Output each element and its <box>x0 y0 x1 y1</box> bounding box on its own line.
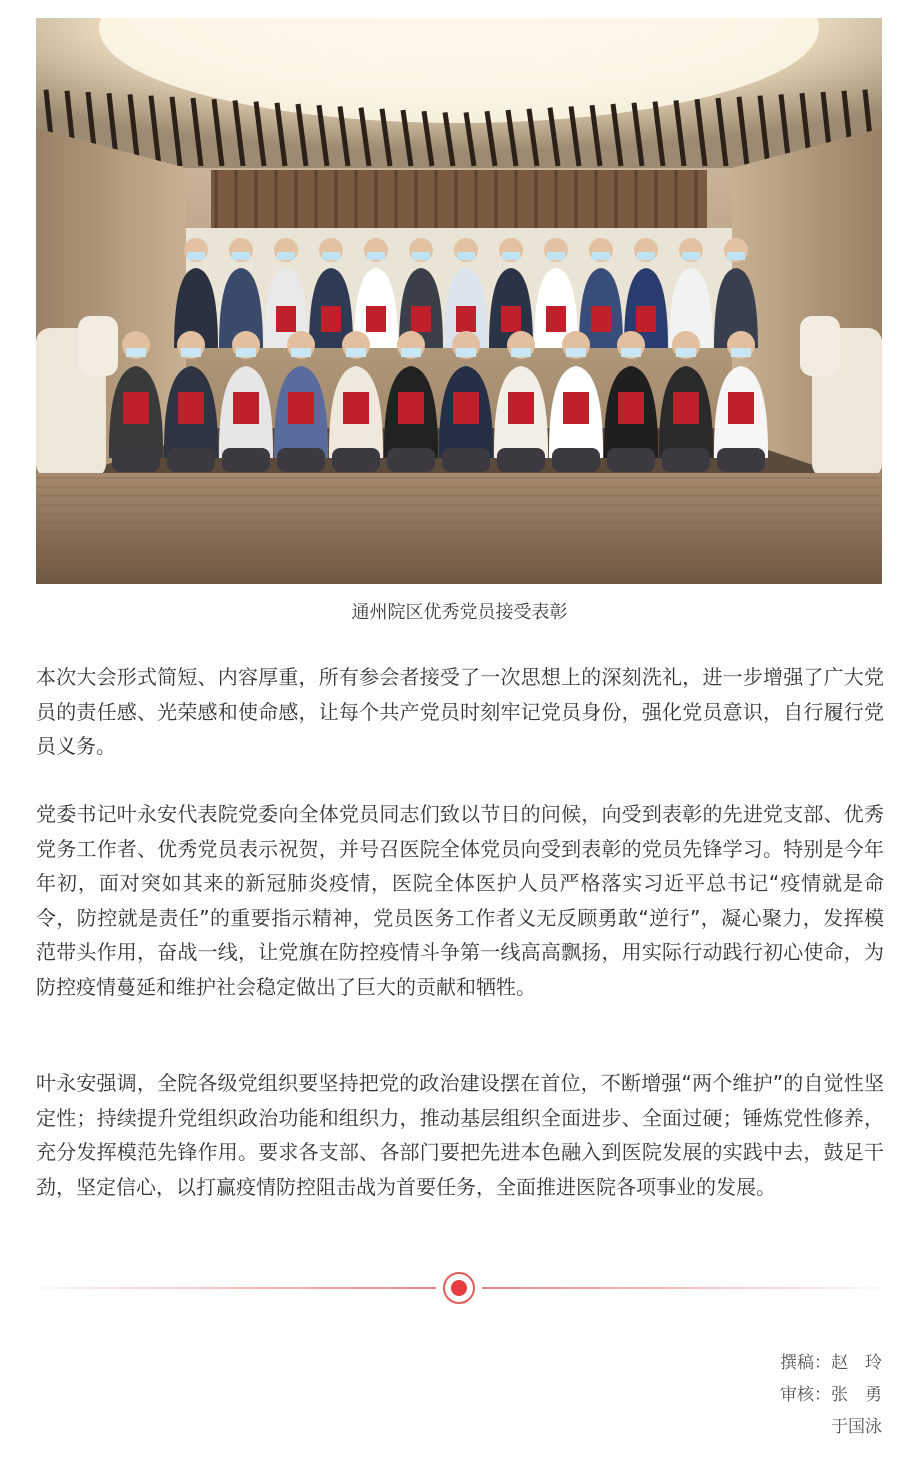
target-dot-center <box>451 1280 467 1296</box>
section-divider <box>36 1270 882 1306</box>
credits <box>780 1347 882 1443</box>
credit-reviewer-2: 于国泳 <box>831 1417 882 1437</box>
credit-writer: 撰稿：赵 玲 <box>780 1353 882 1373</box>
target-dot-icon <box>443 1272 475 1304</box>
credit-reviewer: 审核：张 勇 <box>780 1385 882 1405</box>
photo-caption: 通州院区优秀党员接受表彰 <box>351 602 568 623</box>
paragraph-2: 党委书记叶永安代表院党委向全体党员同志们致以节日的问候，向受到表彰的先进党支部、优秀党务工作者、优秀党员表示祝贺，并号召医院全体党员向受到表彰的党员先锋学习。特别是今年年初，面对突如其来的新冠肺炎疫情，医院全体医护人员严格落实习近平总书记“疫情就是命令，防控就是责任”的重要指示精神，党员医务工作者义无反顾勇敢“逆行”，凝心聚力，发挥模范带头作用，奋战一线，让党旗在防控疫情斗争第一线高高飘扬，用实际行动践行初心使命，为防控疫情蔓延和维护社会稳定做出了巨大的贡献和牺牲。 <box>36 802 884 999</box>
paragraph-3: 叶永安强调，全院各级党组织要坚持把党的政治建设摆在首位，不断增强“两个维护”的自觉性坚定性；持续提升党组织政治功能和组织力，推动基层组织全面进步、全面过硬；锤炼党性修养，充分发挥模范先锋作用。要求各支部、各部门要把先进本色融入到医院发展的实践中去，鼓足干劲，坚定信心，以打赢疫情防控阻击战为首要任务，全面推进医院各项事业的发展。 <box>36 1071 884 1199</box>
paragraph-1: 本次大会形式简短、内容厚重，所有参会者接受了一次思想上的深刻洗礼，进一步增强了广大党员的责任感、光荣感和使命感，让每个共产党员时刻牢记党员身份，强化党员意识，自行履行党员义务。 <box>36 665 884 758</box>
group-photo <box>36 18 882 584</box>
divider-line-left <box>36 1287 436 1289</box>
divider-line-right <box>482 1287 882 1289</box>
